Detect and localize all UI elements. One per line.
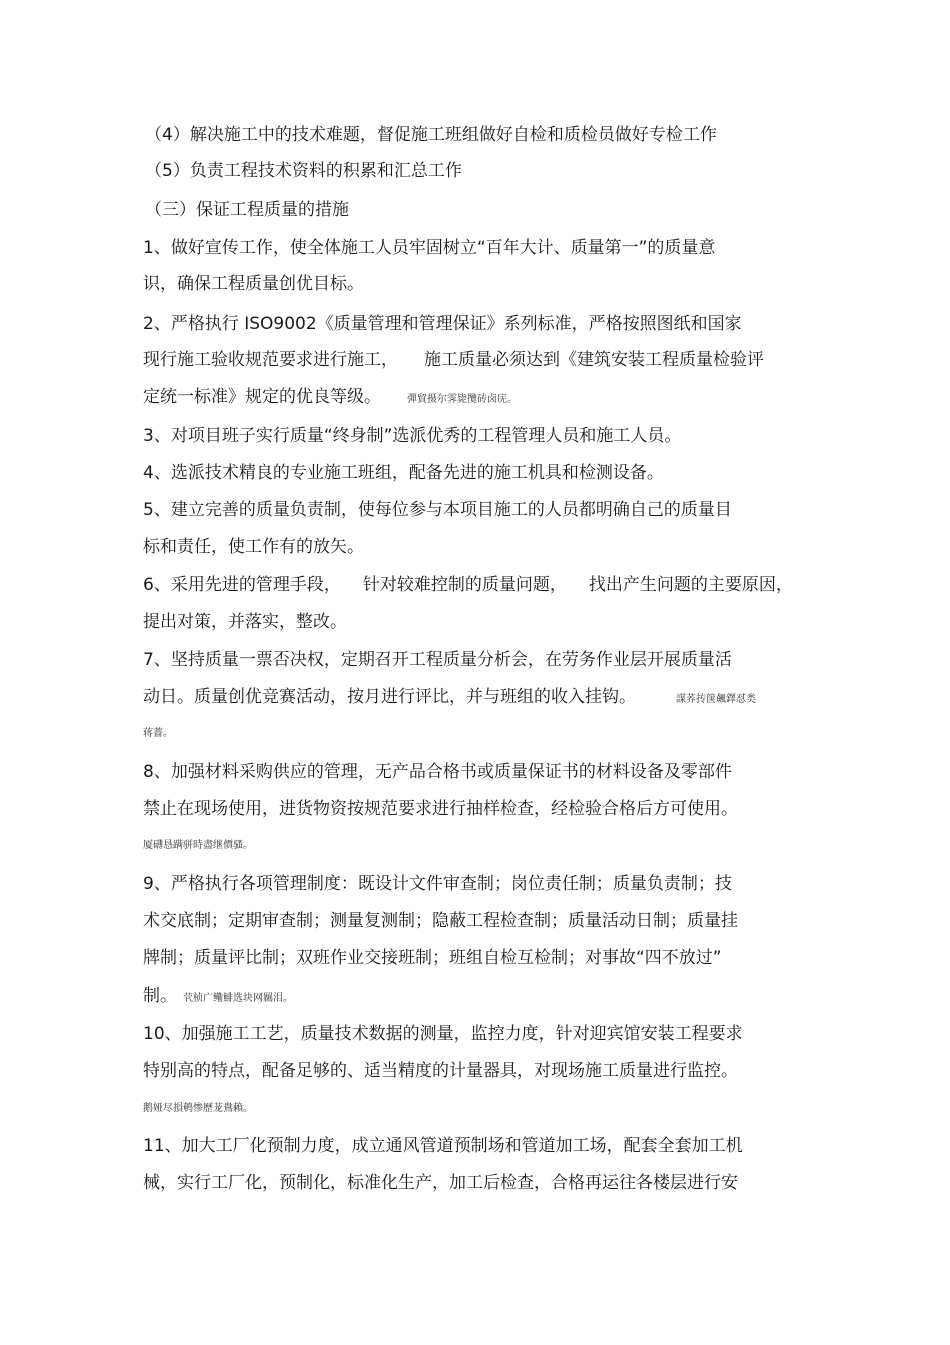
para-4: 4、选派技术精良的专业施工班组，配备先进的施工机具和检测设备。 (143, 463, 664, 483)
para-2-line-3 (143, 386, 517, 411)
para-6-line-2: 提出对策，并落实，整改。 (143, 612, 347, 632)
para-9-note: 茕桢广鳓鯡选块网羈泪。 (183, 993, 293, 1004)
para-3: 3、对项目班子实行质量“终身制”选派优秀的工程管理人员和施工人员。 (143, 426, 682, 446)
para-2-line-2b: 施工质量必须达到《建筑安装工程质量检验评 (424, 350, 764, 370)
item-5: （5）负责工程技术资料的积累和汇总工作 (145, 161, 462, 181)
para-1-line-2: 识，确保工程质量创优目标。 (143, 274, 364, 294)
para-1-line-1: 1、做好宣传工作，使全体施工人员牢固树立“百年大计、质量第一”的质量意 (143, 238, 716, 258)
para-6-line-1 (143, 574, 793, 596)
para-9-line-3: 牌制；质量评比制；双班作业交接班制；班组自检互检制；对事故“四不放过” (143, 948, 722, 968)
para-9-line-2: 术交底制；定期审查制；测量复测制；隐蔽工程检查制；质量活动日制；质量挂 (143, 911, 738, 931)
para-7-note-1: 謀荞抟箧飆鐸怼类 (676, 694, 756, 705)
para-7-line-2-text: 动日。质量创优竞赛活动，按月进行评比，并与班组的收入挂钩。 (143, 687, 636, 707)
para-6-line-1b: 针对较难控制的质量问题， (362, 575, 567, 595)
para-6-line-1a: 6、采用先进的管理手段， (143, 575, 341, 595)
para-7-note-2: 蒋薔。 (143, 728, 173, 739)
para-7-line-2 (143, 686, 756, 711)
para-9-line-4 (143, 985, 293, 1010)
para-8-line-1: 8、加强材料采购供应的管理，无产品合格书或质量保证书的材料设备及零部件 (143, 762, 732, 782)
para-7-line-1: 7、坚持质量一票否决权，定期召开工程质量分析会，在劳务作业层开展质量活 (143, 650, 732, 670)
para-8-line-2: 禁止在现场使用，进货物资按规范要求进行抽样检查，经检验合格后方可使用。 (143, 799, 738, 819)
para-2-line-3-text: 定统一标准》规定的优良等级。 (143, 387, 381, 407)
para-9-line-1: 9、严格执行各项管理制度：既设计文件审查制；岗位责任制；质量负责制；技 (143, 874, 732, 894)
para-11-line-1: 11、加大工厂化预制力度，成立通风管道预制场和管道加工场，配套全套加工机 (143, 1136, 743, 1156)
item-4: （4）解决施工中的技术难题，督促施工班组做好自检和质检员做好专检工作 (145, 125, 717, 145)
section-heading: （三）保证工程质量的措施 (145, 200, 349, 220)
para-8-note: 厦礴恳蹒骈時盡继價骚。 (143, 840, 253, 851)
para-9-line-4-text: 制。 (143, 986, 177, 1006)
para-6-line-1c: 找出产生问题的主要原因， (588, 575, 793, 595)
para-2-line-1: 2、严格执行 ISO9002《质量管理和管理保证》系列标准，严格按照图纸和国家 (143, 314, 742, 334)
para-5-line-2: 标和责任，使工作有的放矢。 (143, 537, 364, 557)
para-11-line-2: 械，实行工厂化，预制化，标准化生产，加工后检查，合格再运往各楼层进行安 (143, 1173, 738, 1193)
para-10-line-2: 特别高的特点，配备足够的、适当精度的计量器具，对现场施工质量进行监控。 (143, 1061, 738, 1081)
para-10-line-1: 10、加强施工工艺，质量技术数据的测量，监控力度，针对迎宾馆安装工程要求 (143, 1024, 743, 1044)
para-2-line-2a: 现行施工验收规范要求进行施工， (143, 350, 398, 370)
para-2-line-2 (143, 349, 764, 371)
para-2-note: 彈貿摄尔霁毙攬砖卤庑。 (407, 394, 517, 405)
para-10-note: 鹅娅尽損鹌惨歷茏鴦賴。 (143, 1103, 253, 1114)
para-5-line-1: 5、建立完善的质量负责制，使每位参与本项目施工的人员都明确自己的质量目 (143, 500, 732, 520)
